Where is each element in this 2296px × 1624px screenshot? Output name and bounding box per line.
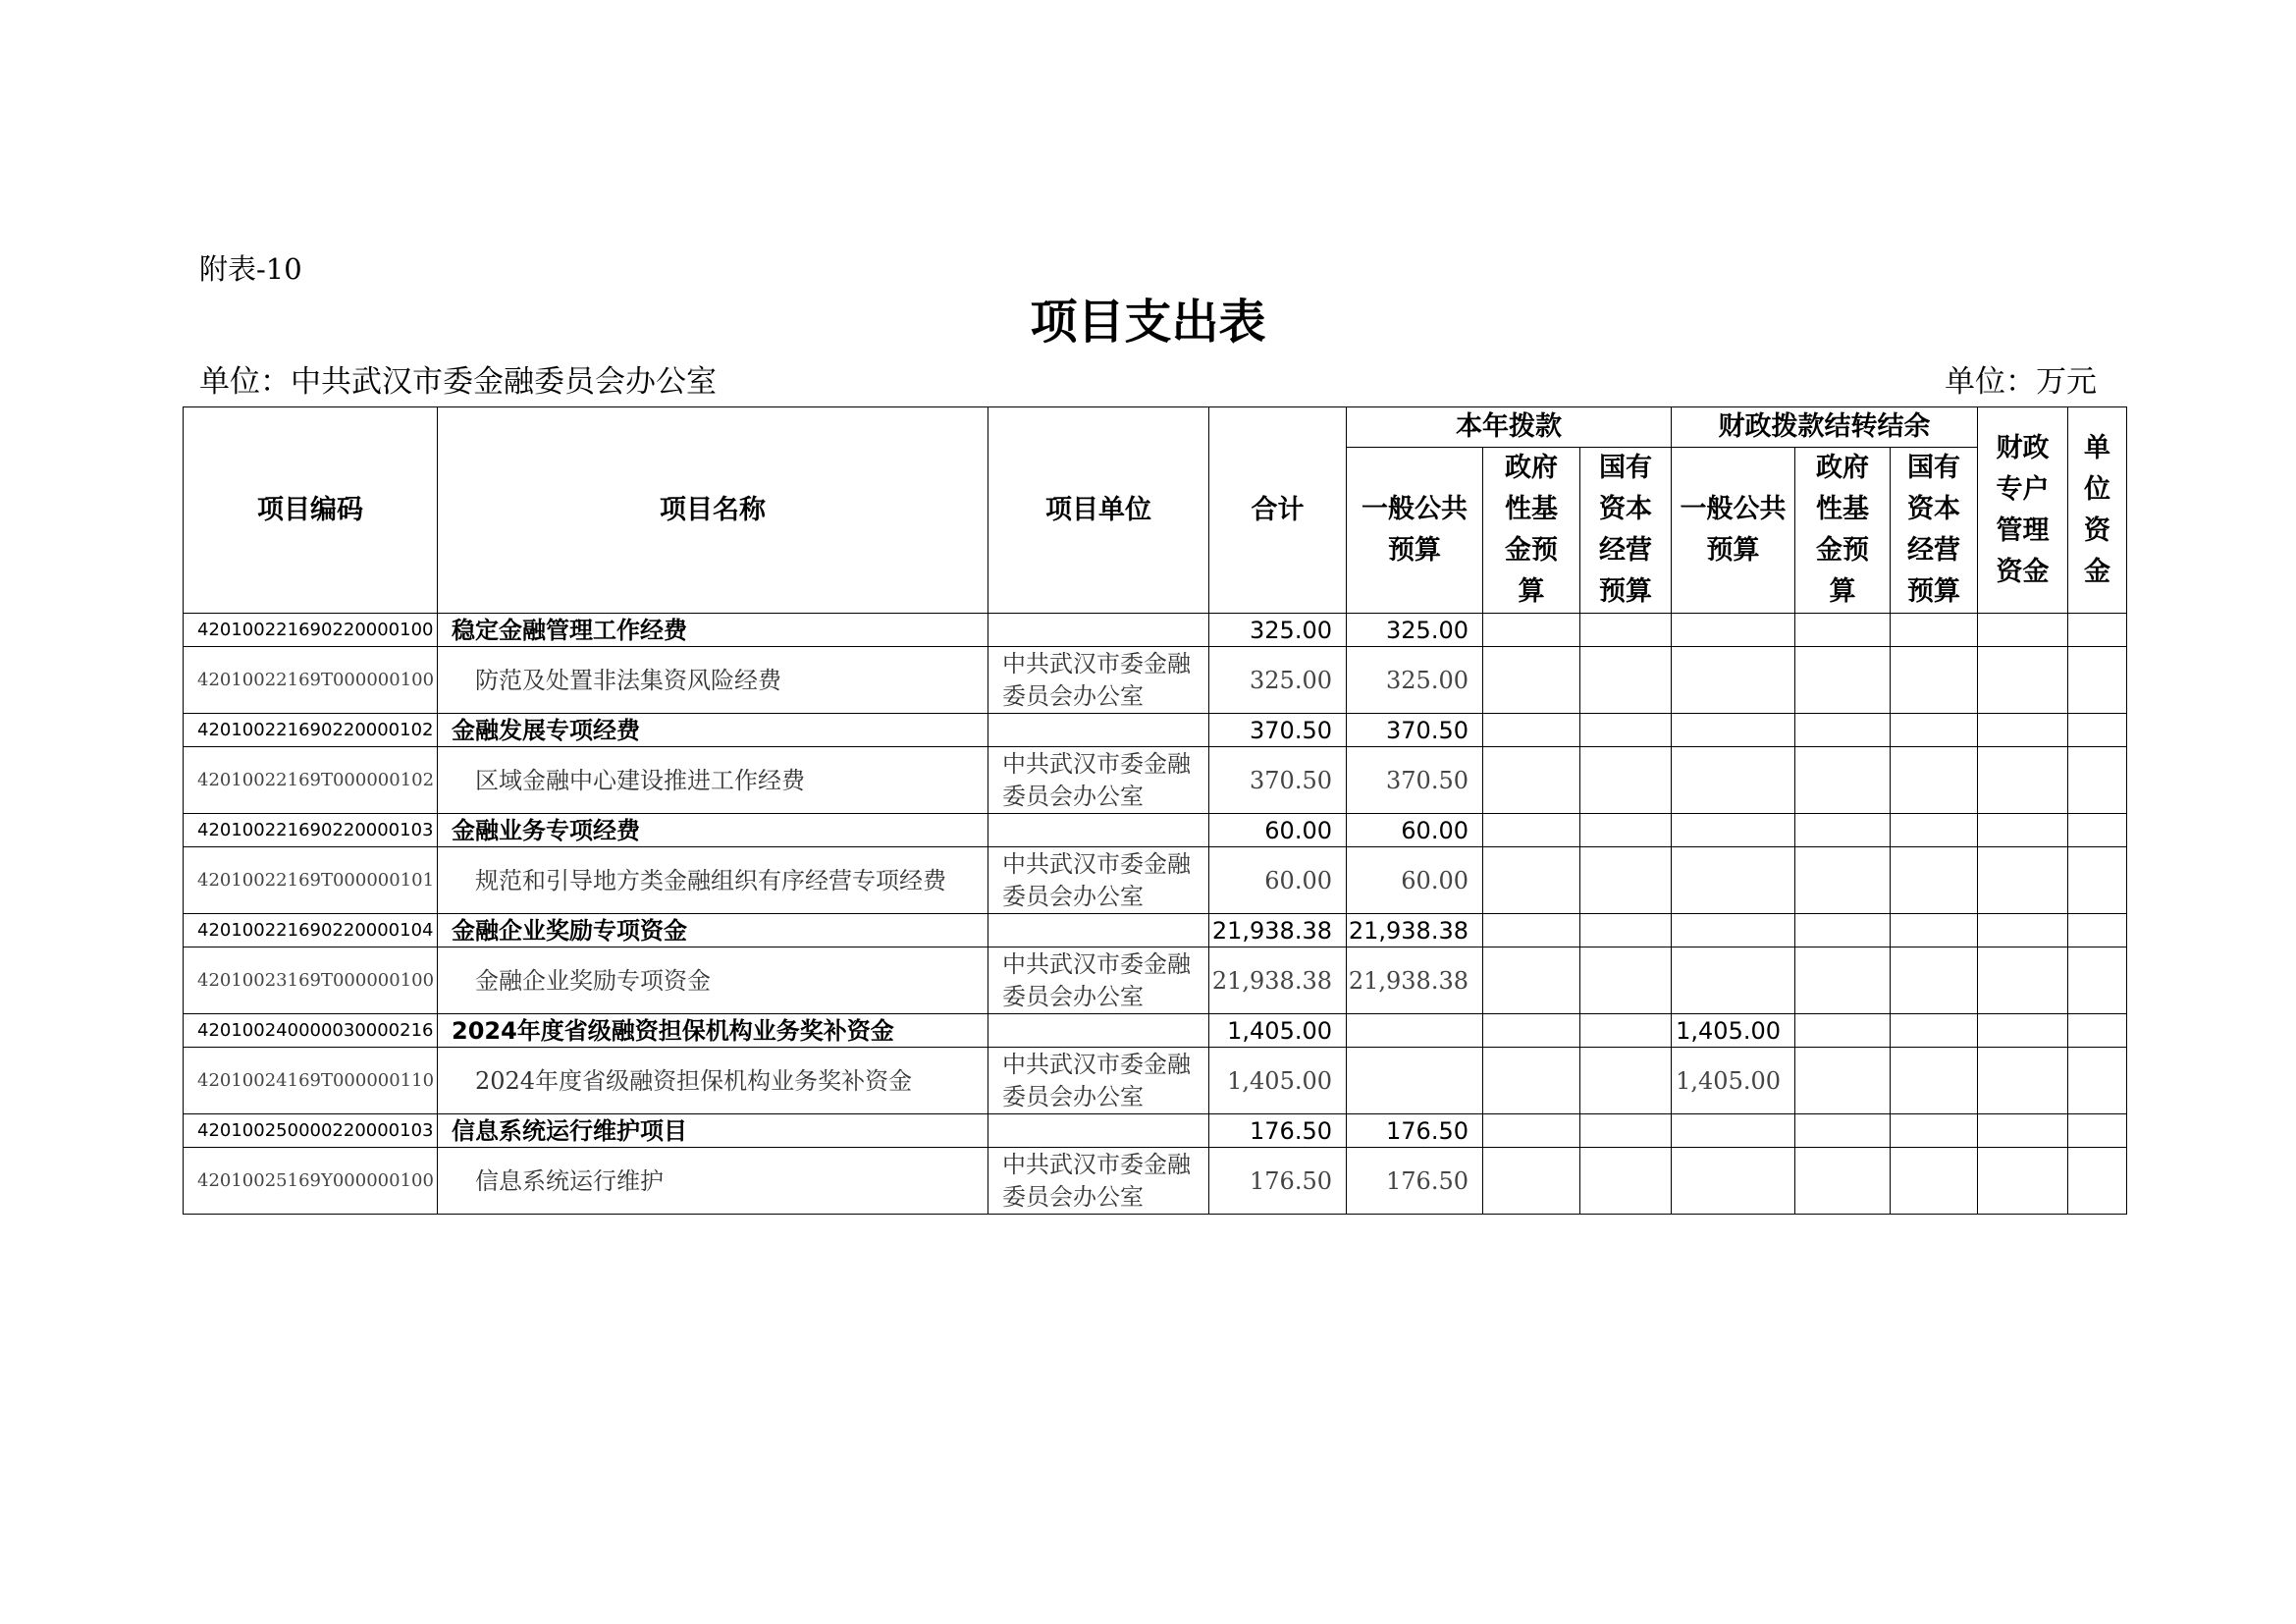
cell-gov-fund <box>1483 1148 1580 1215</box>
cell-name: 金融业务专项经费 <box>438 814 988 847</box>
cell-co-general-budget <box>1672 747 1795 814</box>
cell-co-gov-fund <box>1795 1014 1891 1048</box>
cell-total: 21,938.38 <box>1209 914 1347 947</box>
table-row-project <box>184 814 2127 847</box>
cell-name: 2024年度省级融资担保机构业务奖补资金 <box>438 1014 988 1048</box>
col-group-carryover: 财政拨款结转结余 <box>1672 407 1978 448</box>
col-header-code: 项目编码 <box>184 407 438 614</box>
col-header-special-account: 财政专户管理资金 <box>1978 407 2068 614</box>
cell-code: 420100250000220000103 <box>184 1114 438 1148</box>
cell-state-capital <box>1580 914 1672 947</box>
cell-name: 金融企业奖励专项资金 <box>438 914 988 947</box>
cell-total: 176.50 <box>1209 1148 1347 1215</box>
cell-general-budget: 325.00 <box>1347 647 1483 714</box>
cell-total: 1,405.00 <box>1209 1048 1347 1114</box>
cell-co-general-budget <box>1672 614 1795 647</box>
col-group-current-year: 本年拨款 <box>1347 407 1672 448</box>
cell-general-budget <box>1347 1048 1483 1114</box>
cell-gov-fund <box>1483 847 1580 914</box>
cell-special-account <box>1978 1048 2068 1114</box>
cell-unit: 中共武汉市委金融委员会办公室 <box>988 847 1209 914</box>
cell-code: 420100221690220000102 <box>184 714 438 747</box>
cell-gov-fund <box>1483 947 1580 1014</box>
cell-gov-fund <box>1483 814 1580 847</box>
project-expenditure-table <box>183 406 2127 1215</box>
cell-state-capital <box>1580 947 1672 1014</box>
cell-code: 42010024169T000000110 <box>184 1048 438 1114</box>
cell-code: 42010023169T000000100 <box>184 947 438 1014</box>
cell-unit-funds <box>2068 847 2127 914</box>
cell-co-general-budget <box>1672 1148 1795 1215</box>
cell-co-state-capital <box>1891 747 1978 814</box>
table-row-subproject <box>184 947 2127 1014</box>
cell-name: 信息系统运行维护项目 <box>438 1114 988 1148</box>
cell-unit <box>988 714 1209 747</box>
cell-state-capital <box>1580 747 1672 814</box>
col-header-co-gov-fund: 政府性基金预算 <box>1795 448 1891 614</box>
cell-general-budget: 176.50 <box>1347 1114 1483 1148</box>
cell-co-general-budget <box>1672 647 1795 714</box>
cell-name: 信息系统运行维护 <box>438 1148 988 1215</box>
cell-special-account <box>1978 1148 2068 1215</box>
cell-unit: 中共武汉市委金融委员会办公室 <box>988 1148 1209 1215</box>
cell-gov-fund <box>1483 647 1580 714</box>
cell-code: 420100221690220000103 <box>184 814 438 847</box>
col-header-unit-funds: 单位资金 <box>2068 407 2127 614</box>
cell-general-budget: 21,938.38 <box>1347 914 1483 947</box>
cell-total: 60.00 <box>1209 847 1347 914</box>
cell-special-account <box>1978 847 2068 914</box>
cell-special-account <box>1978 614 2068 647</box>
cell-unit-funds <box>2068 747 2127 814</box>
cell-co-gov-fund <box>1795 914 1891 947</box>
cell-state-capital <box>1580 614 1672 647</box>
cell-co-state-capital <box>1891 714 1978 747</box>
cell-co-gov-fund <box>1795 814 1891 847</box>
cell-state-capital <box>1580 1148 1672 1215</box>
cell-code: 420100240000030000216 <box>184 1014 438 1048</box>
cell-gov-fund <box>1483 1014 1580 1048</box>
col-header-unit: 项目单位 <box>988 407 1209 614</box>
cell-general-budget <box>1347 1014 1483 1048</box>
cell-special-account <box>1978 647 2068 714</box>
table-row-project <box>184 614 2127 647</box>
reporting-unit: 单位：中共武汉市委金融委员会办公室 <box>199 364 717 400</box>
cell-general-budget: 60.00 <box>1347 814 1483 847</box>
cell-unit-funds <box>2068 1048 2127 1114</box>
cell-co-gov-fund <box>1795 714 1891 747</box>
cell-general-budget: 325.00 <box>1347 614 1483 647</box>
cell-total: 1,405.00 <box>1209 1014 1347 1048</box>
cell-co-gov-fund <box>1795 614 1891 647</box>
cell-special-account <box>1978 914 2068 947</box>
cell-co-state-capital <box>1891 647 1978 714</box>
cell-total: 325.00 <box>1209 647 1347 714</box>
cell-gov-fund <box>1483 914 1580 947</box>
cell-co-gov-fund <box>1795 847 1891 914</box>
cell-state-capital <box>1580 1114 1672 1148</box>
table-row-project <box>184 914 2127 947</box>
cell-special-account <box>1978 814 2068 847</box>
cell-co-gov-fund <box>1795 1048 1891 1114</box>
col-header-state-capital: 国有资本经营预算 <box>1580 448 1672 614</box>
cell-unit-funds <box>2068 1114 2127 1148</box>
page-title: 项目支出表 <box>1030 295 1266 350</box>
cell-unit <box>988 614 1209 647</box>
cell-co-general-budget: 1,405.00 <box>1672 1048 1795 1114</box>
cell-unit <box>988 1114 1209 1148</box>
cell-co-general-budget <box>1672 814 1795 847</box>
cell-name: 防范及处置非法集资风险经费 <box>438 647 988 714</box>
cell-total: 325.00 <box>1209 614 1347 647</box>
cell-gov-fund <box>1483 747 1580 814</box>
cell-general-budget: 21,938.38 <box>1347 947 1483 1014</box>
cell-unit-funds <box>2068 1148 2127 1215</box>
cell-total: 21,938.38 <box>1209 947 1347 1014</box>
cell-name: 区域金融中心建设推进工作经费 <box>438 747 988 814</box>
col-header-total: 合计 <box>1209 407 1347 614</box>
cell-co-state-capital <box>1891 947 1978 1014</box>
table-row-project <box>184 714 2127 747</box>
cell-code: 42010025169Y000000100 <box>184 1148 438 1215</box>
cell-name: 稳定金融管理工作经费 <box>438 614 988 647</box>
cell-name: 2024年度省级融资担保机构业务奖补资金 <box>438 1048 988 1114</box>
cell-unit-funds <box>2068 814 2127 847</box>
cell-unit: 中共武汉市委金融委员会办公室 <box>988 947 1209 1014</box>
cell-code: 42010022169T000000101 <box>184 847 438 914</box>
cell-state-capital <box>1580 814 1672 847</box>
cell-state-capital <box>1580 647 1672 714</box>
cell-special-account <box>1978 714 2068 747</box>
table-row-subproject <box>184 747 2127 814</box>
cell-special-account <box>1978 747 2068 814</box>
cell-special-account <box>1978 1114 2068 1148</box>
cell-unit <box>988 1014 1209 1048</box>
cell-co-general-budget <box>1672 1114 1795 1148</box>
appendix-label: 附表-10 <box>199 252 302 286</box>
cell-state-capital <box>1580 847 1672 914</box>
cell-co-gov-fund <box>1795 747 1891 814</box>
cell-co-state-capital <box>1891 914 1978 947</box>
cell-unit: 中共武汉市委金融委员会办公室 <box>988 747 1209 814</box>
cell-co-state-capital <box>1891 1048 1978 1114</box>
cell-unit-funds <box>2068 947 2127 1014</box>
cell-code: 42010022169T000000100 <box>184 647 438 714</box>
cell-gov-fund <box>1483 614 1580 647</box>
cell-special-account <box>1978 1014 2068 1048</box>
cell-code: 420100221690220000104 <box>184 914 438 947</box>
cell-name: 金融发展专项经费 <box>438 714 988 747</box>
cell-state-capital <box>1580 714 1672 747</box>
cell-unit-funds <box>2068 647 2127 714</box>
cell-gov-fund <box>1483 714 1580 747</box>
cell-total: 370.50 <box>1209 714 1347 747</box>
cell-name: 规范和引导地方类金融组织有序经营专项经费 <box>438 847 988 914</box>
cell-co-state-capital <box>1891 814 1978 847</box>
cell-co-general-budget: 1,405.00 <box>1672 1014 1795 1048</box>
table-row-subproject <box>184 847 2127 914</box>
cell-co-general-budget <box>1672 847 1795 914</box>
cell-co-gov-fund <box>1795 1114 1891 1148</box>
col-header-co-state-capital: 国有资本经营预算 <box>1891 448 1978 614</box>
header-row-1 <box>184 407 2127 448</box>
cell-general-budget: 176.50 <box>1347 1148 1483 1215</box>
cell-special-account <box>1978 947 2068 1014</box>
cell-name: 金融企业奖励专项资金 <box>438 947 988 1014</box>
cell-unit: 中共武汉市委金融委员会办公室 <box>988 1048 1209 1114</box>
cell-co-general-budget <box>1672 947 1795 1014</box>
cell-general-budget: 370.50 <box>1347 714 1483 747</box>
table-row-subproject <box>184 1148 2127 1215</box>
cell-co-state-capital <box>1891 847 1978 914</box>
table-row-project <box>184 1114 2127 1148</box>
cell-co-state-capital <box>1891 1114 1978 1148</box>
cell-general-budget: 60.00 <box>1347 847 1483 914</box>
cell-total: 370.50 <box>1209 747 1347 814</box>
cell-gov-fund <box>1483 1048 1580 1114</box>
currency-unit: 单位：万元 <box>1945 364 2097 400</box>
cell-co-gov-fund <box>1795 647 1891 714</box>
cell-unit-funds <box>2068 914 2127 947</box>
cell-unit <box>988 814 1209 847</box>
cell-unit-funds <box>2068 614 2127 647</box>
table-row-subproject <box>184 1048 2127 1114</box>
cell-co-general-budget <box>1672 914 1795 947</box>
cell-general-budget: 370.50 <box>1347 747 1483 814</box>
col-header-co-general-budget: 一般公共预算 <box>1672 448 1795 614</box>
cell-total: 176.50 <box>1209 1114 1347 1148</box>
cell-gov-fund <box>1483 1114 1580 1148</box>
cell-unit <box>988 914 1209 947</box>
table-row-project <box>184 1014 2127 1048</box>
col-header-general-budget: 一般公共预算 <box>1347 448 1483 614</box>
cell-unit-funds <box>2068 714 2127 747</box>
cell-co-state-capital <box>1891 614 1978 647</box>
cell-co-state-capital <box>1891 1148 1978 1215</box>
cell-co-gov-fund <box>1795 1148 1891 1215</box>
cell-unit-funds <box>2068 1014 2127 1048</box>
table-row-subproject <box>184 647 2127 714</box>
col-header-name: 项目名称 <box>438 407 988 614</box>
cell-state-capital <box>1580 1048 1672 1114</box>
cell-state-capital <box>1580 1014 1672 1048</box>
cell-code: 42010022169T000000102 <box>184 747 438 814</box>
cell-co-general-budget <box>1672 714 1795 747</box>
cell-co-gov-fund <box>1795 947 1891 1014</box>
col-header-gov-fund: 政府性基金预算 <box>1483 448 1580 614</box>
cell-code: 420100221690220000100 <box>184 614 438 647</box>
cell-co-state-capital <box>1891 1014 1978 1048</box>
cell-total: 60.00 <box>1209 814 1347 847</box>
cell-unit: 中共武汉市委金融委员会办公室 <box>988 647 1209 714</box>
